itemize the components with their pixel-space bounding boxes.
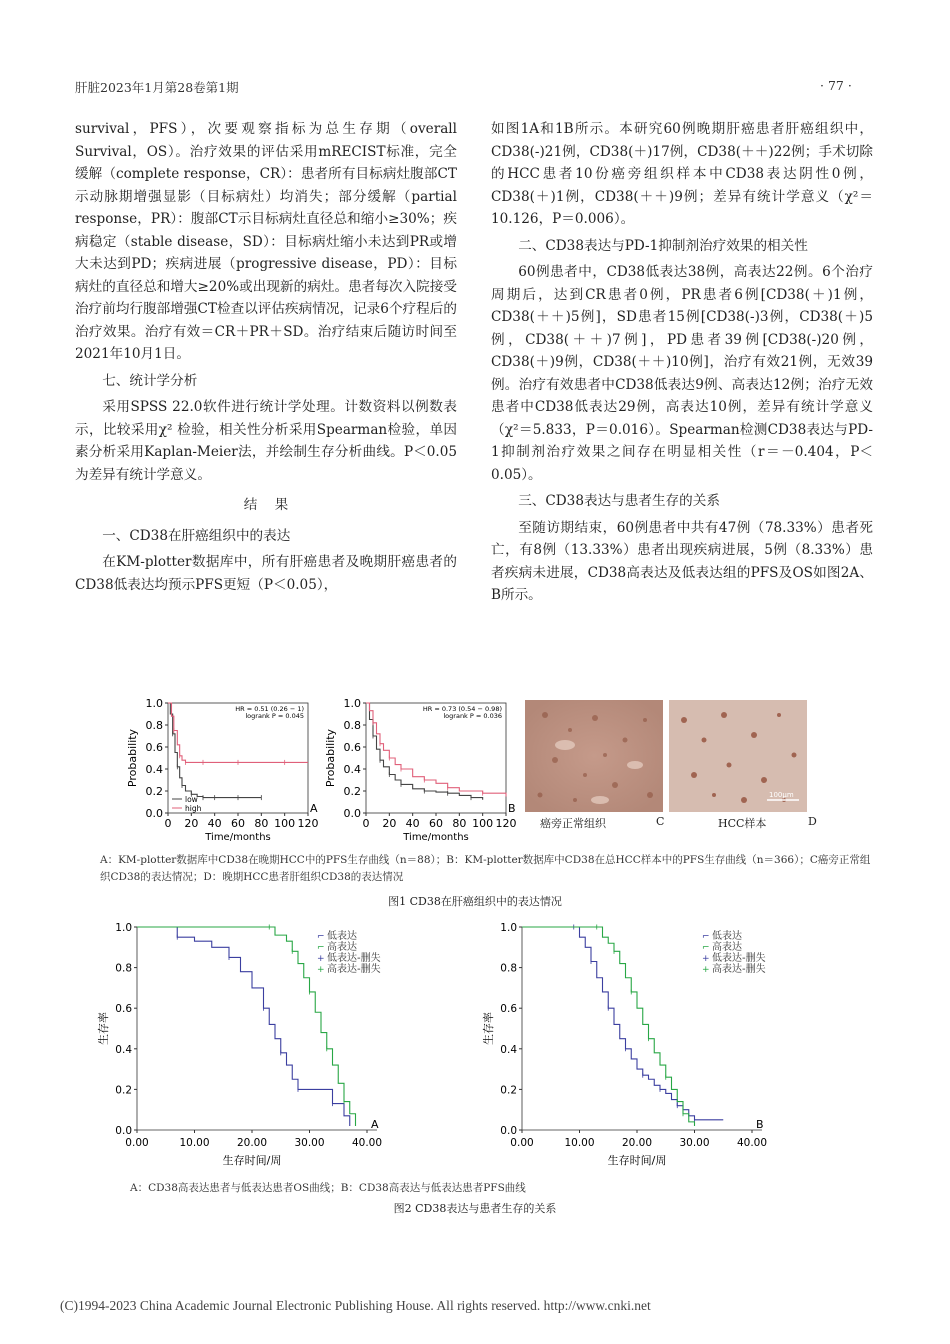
paragraph: survival，PFS），次要观察指标为总生存期（overall Survival，OS）。治疗效果的评估采用mRECIST标准，完全缓解（complete response，CR）：患者所有目标病灶腹部CT示动脉期增强显影（目标病灶）均消失；部分缓解（partial response，PR）：腹部CT示目标病灶直径总和缩小≥30%；疾病稳定（stable disease，SD）：目标病灶缩小未达到PR或增大未达到PD；疾病进展（progressive disease，PD）：目标病灶的直径总和增大≥20%或出现新的病灶。患者每次入院接受治疗前均行腹部增强CT检查以评估疾病情况，记录6个疗程后的治疗效果。治疗有效＝CR＋PR＋SD。治疗结束后随访时间至2021年10月1日。 [75, 121, 457, 362]
x-axis-label: 生存时间/周 [222, 1154, 282, 1167]
x-tick-label: 40 [207, 817, 222, 830]
paragraph: 在KM-plotter数据库中，所有肝癌患者及晚期肝癌患者的CD38低表达均预示PFS更短（P＜0.05）， [75, 554, 457, 593]
y-axis-label: Probability [126, 728, 139, 788]
legend-symbol: + [702, 954, 710, 964]
legend-label: 低表达 [712, 931, 742, 942]
y-tick-label: 0.4 [145, 763, 163, 776]
y-tick-label: 0.8 [115, 962, 132, 975]
histology-image-hcc [669, 700, 807, 812]
y-tick-label: 1.0 [343, 697, 361, 710]
logrank-p: logrank P = 0.045 [245, 712, 304, 720]
panel-letter: A [310, 802, 318, 815]
histology-image-normal [525, 700, 663, 812]
y-tick-label: 1.0 [145, 697, 163, 710]
y-tick-label: 0.0 [343, 807, 361, 820]
x-tick-label: 0.00 [125, 1137, 149, 1149]
right-column [491, 118, 873, 607]
x-tick-label: 40.00 [351, 1137, 383, 1149]
x-tick-label: 20 [382, 817, 397, 830]
x-tick-label: 30.00 [294, 1137, 325, 1149]
figure1-title: 图1 CD38在肝癌组织中的表达情况 [388, 895, 562, 908]
x-tick-label: 80 [452, 817, 467, 830]
results-heading: 结 果 [243, 497, 289, 513]
section-heading: 一、CD38在肝癌组织中的表达 [102, 527, 291, 544]
scale-bar-label: 100μm [769, 791, 794, 799]
logrank-p: logrank P = 0.036 [443, 712, 502, 720]
hazard-ratio: HR = 0.51 (0.26 − 1) [235, 705, 304, 713]
x-tick-label: 30.00 [679, 1137, 710, 1149]
x-axis-label: Time/months [403, 832, 469, 843]
x-tick-label: 60 [429, 817, 443, 830]
page-number: · 77 · [820, 78, 852, 93]
legend-symbol: ⌐ [317, 943, 325, 953]
y-tick-label: 0.6 [500, 1003, 517, 1016]
x-tick-label: 100 [472, 817, 494, 830]
hazard-ratio: HR = 0.73 (0.54 − 0.98) [422, 705, 502, 713]
y-tick-label: 0.8 [343, 719, 361, 732]
y-tick-label: 1.0 [115, 922, 132, 934]
figure1-panel-a [120, 695, 320, 857]
paragraph: 60例患者中，CD38低表达38例，高表达22例。6个治疗周期后，达到CR患者0例，PR患者6例[CD38(＋)1例，CD38(＋＋)5例]，SD患者15例[CD38(-)3例，CD38(＋)5例，CD38(＋＋)7例]，PD患者39例[CD38(-)20例，CD38(＋)9例，CD38(＋＋)10例]，治疗有效21例，无效39例。治疗有效患者中CD38低表达9例、高表达12例；治疗无效患者中CD38低表达29例，高表达10例，差异有统计学意义（χ²＝5.833，P＝0.016）。Spearman检测CD38表达与PD-1抑制剂治疗效果之间存在明显相关性（r＝－0.404，P＜0.05）。 [491, 264, 873, 483]
figure1-caption: A：KM-plotter数据库中CD38在晚期HCC中的PFS生存曲线（n＝88）；B：KM-plotter数据库中CD38在总HCC样本中的PFS生存曲线（n＝366）；C癌旁正常组织CD38的表达情况；D：晚期HCC患者肝组织CD38的表达情况 [100, 854, 871, 883]
y-tick-label: 0.4 [115, 1043, 132, 1056]
y-tick-label: 0.2 [343, 785, 361, 798]
figure2-panel-b [480, 915, 780, 1180]
figure2-panel-a [95, 915, 395, 1180]
panel-c-letter: C [656, 815, 665, 828]
section-heading: 三、CD38表达与患者生存的关系 [518, 493, 720, 509]
left-column [75, 118, 457, 596]
x-axis-label: Time/months [205, 832, 271, 843]
legend-symbol: + [317, 965, 325, 975]
legend-label: 高表达-删失 [712, 964, 766, 975]
panel-c-label: 癌旁正常组织 [540, 817, 606, 830]
figure2-title: 图2 CD38表达与患者生存的关系 [393, 1202, 557, 1215]
section-heading: 七、统计学分析 [102, 372, 198, 389]
legend-symbol: ⌐ [702, 932, 710, 942]
legend-symbol: + [702, 965, 710, 975]
figure1-panel-b [318, 695, 518, 857]
survival-curve-0 [522, 927, 723, 1120]
legend-symbol: + [317, 954, 325, 964]
survival-curve-1 [522, 927, 695, 1126]
panel-d-letter: D [808, 815, 817, 828]
x-tick-label: 40 [405, 817, 420, 830]
legend-label: 高表达 [712, 942, 742, 953]
paragraph: 如图1A和1B所示。本研究60例晚期肝癌患者肝癌组织中，CD38(-)21例，CD38(＋)17例，CD38(＋＋)22例；手术切除的HCC患者10份癌旁组织样本中CD38表达阴性0例，CD38(＋)1例，CD38(＋＋)9例；差异有统计学意义（χ²＝10.126，P＝0.006）。 [491, 121, 873, 227]
y-tick-label: 0.0 [500, 1125, 517, 1137]
x-tick-label: 120 [297, 817, 319, 830]
x-tick-label: 20 [184, 817, 199, 830]
x-tick-label: 20.00 [621, 1137, 653, 1149]
y-tick-label: 1.0 [500, 922, 517, 934]
x-tick-label: 40.00 [736, 1137, 768, 1149]
y-tick-label: 0.6 [115, 1003, 132, 1016]
x-tick-label: 80 [254, 817, 269, 830]
y-tick-label: 0.8 [145, 719, 163, 732]
y-tick-label: 0.6 [145, 741, 163, 754]
y-tick-label: 0.2 [145, 785, 163, 798]
legend-label: 高表达 [327, 942, 357, 953]
x-tick-label: 120 [495, 817, 517, 830]
legend-label: 高表达-删失 [327, 964, 381, 975]
x-tick-label: 10.00 [564, 1137, 595, 1149]
panel-letter: A [371, 1118, 379, 1131]
legend-label: 低表达 [327, 931, 357, 942]
y-tick-label: 0.8 [500, 962, 517, 975]
x-tick-label: 100 [274, 817, 296, 830]
y-tick-label: 0.6 [343, 741, 361, 754]
paragraph: 采用SPSS 22.0软件进行统计学处理。计数资料以例数表示，比较采用χ² 检验，相关性分析采用Spearman检验，单因素分析采用Kaplan-Meier法，并绘制生存分析曲线。P＜0.05为差异有统计学意义。 [75, 399, 457, 483]
y-axis-label: 生存率 [482, 1012, 495, 1045]
x-tick-label: 0.00 [510, 1137, 534, 1149]
y-tick-label: 0.4 [500, 1043, 517, 1056]
legend-symbol: ⌐ [702, 943, 710, 953]
legend-symbol: ⌐ [317, 932, 325, 942]
panel-letter: B [756, 1118, 764, 1131]
y-tick-label: 0.4 [343, 763, 361, 776]
legend-label: 低表达-删失 [327, 953, 381, 964]
x-tick-label: 60 [231, 817, 245, 830]
y-tick-label: 0.2 [115, 1084, 132, 1097]
journal-header: 肝脏2023年1月第28卷第1期 [75, 80, 239, 95]
legend-label-high: high [185, 804, 202, 813]
y-tick-label: 0.0 [145, 807, 163, 820]
copyright-footer: (C)1994-2023 China Academic Journal Electronic Publishing House. All rights reserved. http://www.cnki.net [60, 1298, 651, 1313]
x-axis-label: 生存时间/周 [607, 1154, 667, 1167]
y-axis-label: 生存率 [97, 1012, 110, 1045]
x-tick-label: 20.00 [236, 1137, 268, 1149]
section-heading: 二、CD38表达与PD-1抑制剂治疗效果的相关性 [518, 237, 808, 254]
figure2-caption: A：CD38高表达患者与低表达患者OS曲线；B：CD38高表达与低表达患者PFS曲线 [130, 1182, 526, 1194]
x-tick-label: 0 [164, 817, 172, 830]
panel-d-label: HCC样本 [718, 817, 767, 830]
y-tick-label: 0.0 [115, 1125, 132, 1137]
paragraph: 至随访期结束，60例患者中共有47例（78.33%）患者死亡，有8例（13.33%）患者出现疾病进展，5例（8.33%）患者疾病未进展，CD38高表达及低表达组的PFS及OS如图2A、B所示。 [491, 519, 873, 603]
legend-label-low: low [185, 795, 198, 804]
y-axis-label: Probability [324, 728, 337, 788]
x-tick-label: 0 [362, 817, 370, 830]
y-tick-label: 0.2 [500, 1084, 517, 1097]
panel-letter: B [508, 802, 516, 815]
x-tick-label: 10.00 [179, 1137, 210, 1149]
legend-label: 低表达-删失 [712, 953, 766, 964]
